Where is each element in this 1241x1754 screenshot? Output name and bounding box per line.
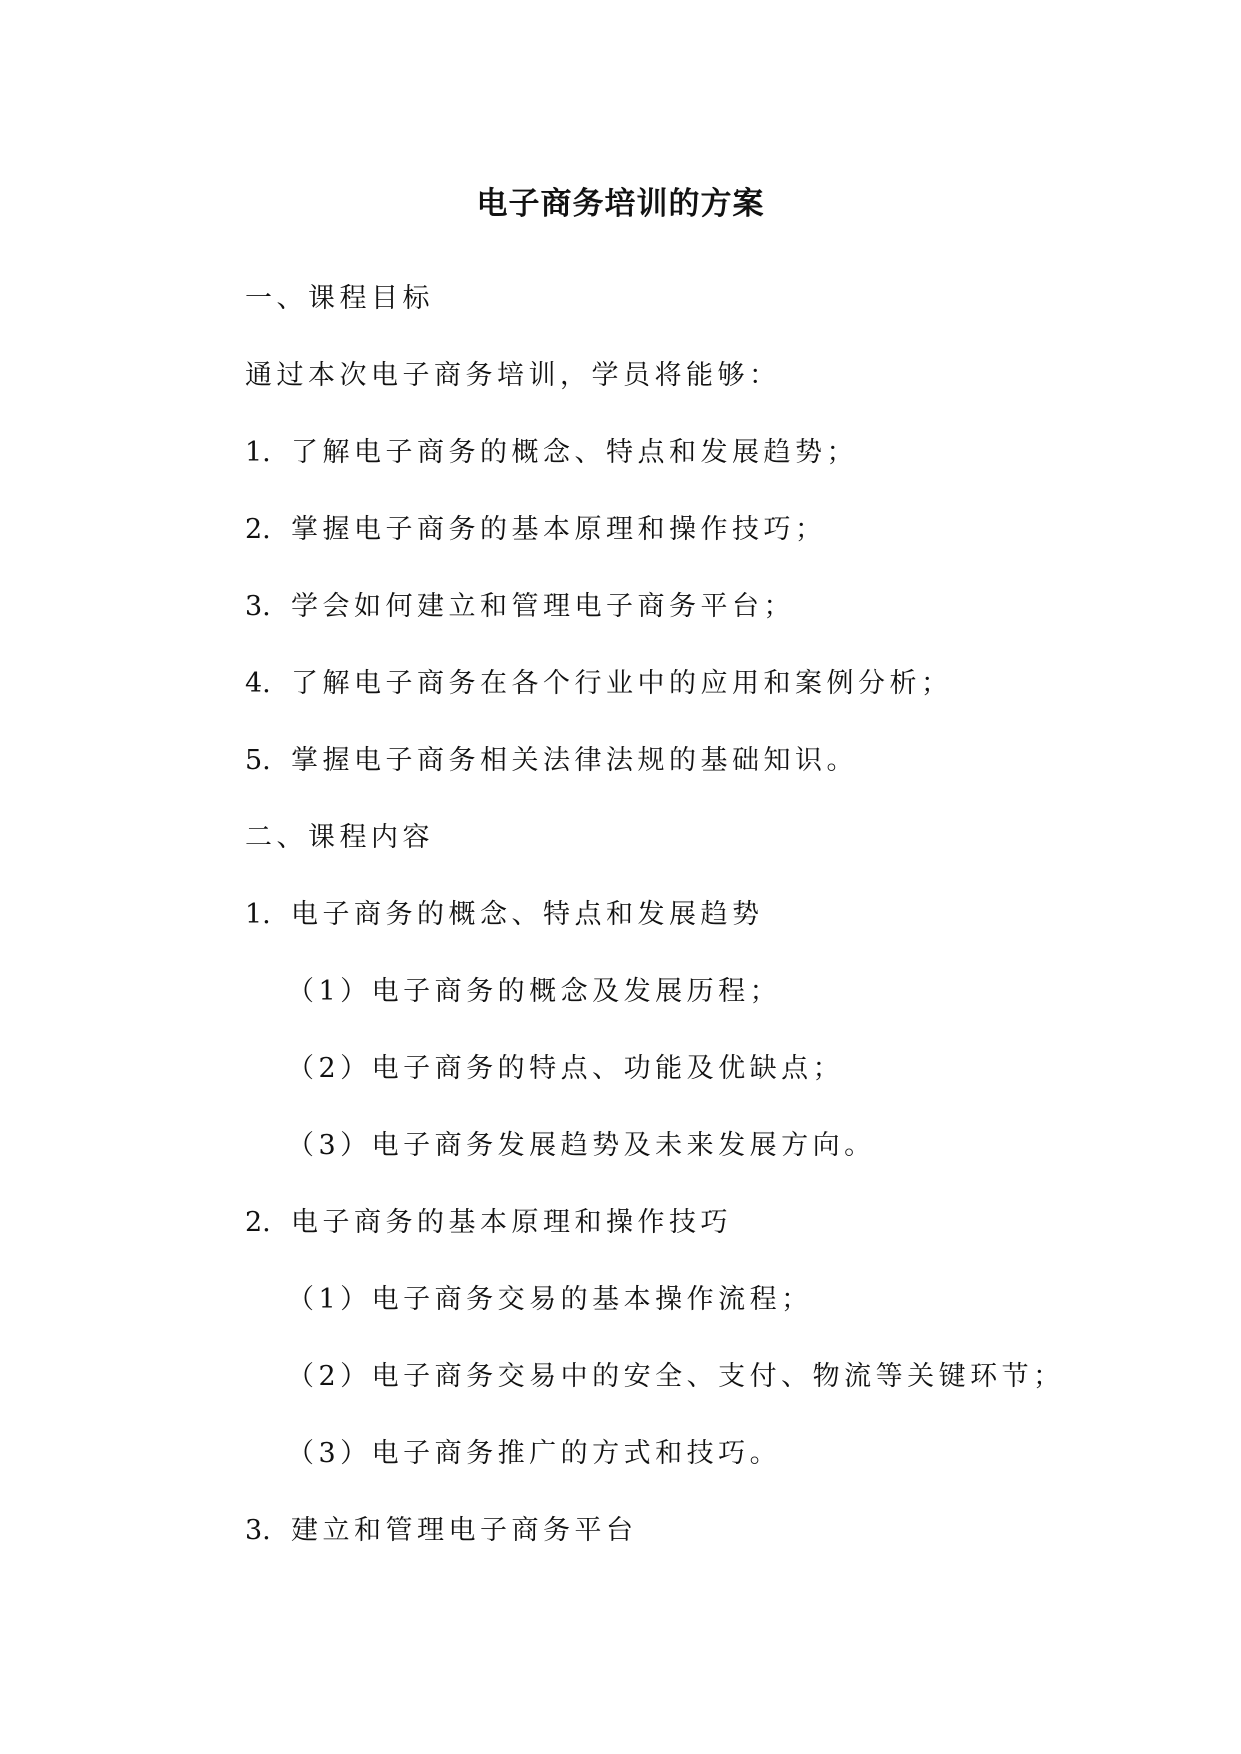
content-subitem-1-2: [287, 1051, 844, 1087]
content-subitem-2-2: [287, 1359, 1065, 1395]
content-item-1: [245, 897, 764, 933]
document-title: 电子商务培训的方案: [476, 186, 765, 222]
content-subitem-2-1: [287, 1282, 813, 1318]
section-heading-course-content: [245, 820, 434, 856]
line-text: （3）电子商务推广的方式和技巧。: [287, 1438, 782, 1469]
goal-item-1: [245, 435, 858, 471]
item-number: 5.: [245, 745, 271, 776]
goal-item-4: [245, 666, 953, 702]
content-item-3: [245, 1513, 638, 1549]
item-number: 3.: [245, 1515, 271, 1546]
intro-paragraph: [245, 358, 781, 394]
line-text: 掌握电子商务的基本原理和操作技巧；: [291, 514, 827, 545]
line-text: （3）电子商务发展趋势及未来发展方向。: [287, 1130, 876, 1161]
goal-item-5: [245, 743, 858, 779]
line-text: 学会如何建立和管理电子商务平台；: [291, 591, 795, 622]
content-subitem-1-3: [287, 1128, 876, 1164]
line-text: 了解电子商务的概念、特点和发展趋势；: [291, 437, 858, 468]
item-number: 1.: [245, 437, 271, 468]
item-number: 1.: [245, 899, 271, 930]
section-heading-course-goals: [245, 281, 434, 317]
line-text: 建立和管理电子商务平台: [291, 1515, 638, 1546]
line-text: 了解电子商务在各个行业中的应用和案例分析；: [291, 668, 953, 699]
item-number: 2.: [245, 1207, 271, 1238]
line-text: 二、课程内容: [245, 822, 434, 853]
line-text: 电子商务的概念、特点和发展趋势: [291, 899, 764, 930]
line-text: 掌握电子商务相关法律法规的基础知识。: [291, 745, 858, 776]
item-number: 3.: [245, 591, 271, 622]
line-text: 一、课程目标: [245, 283, 434, 314]
line-text: 电子商务的基本原理和操作技巧: [291, 1207, 732, 1238]
content-subitem-1-1: [287, 974, 781, 1010]
item-number: 2.: [245, 514, 271, 545]
line-text: （1）电子商务的概念及发展历程；: [287, 976, 782, 1007]
line-text: （1）电子商务交易的基本操作流程；: [287, 1284, 813, 1315]
goal-item-3: [245, 589, 795, 625]
line-text: （2）电子商务交易中的安全、支付、物流等关键环节；: [287, 1361, 1065, 1392]
line-text: 通过本次电子商务培训，学员将能够：: [245, 360, 781, 391]
content-item-2: [245, 1205, 732, 1241]
item-number: 4.: [245, 668, 271, 699]
line-text: （2）电子商务的特点、功能及优缺点；: [287, 1053, 845, 1084]
content-subitem-2-3: [287, 1436, 781, 1472]
goal-item-2: [245, 512, 827, 548]
